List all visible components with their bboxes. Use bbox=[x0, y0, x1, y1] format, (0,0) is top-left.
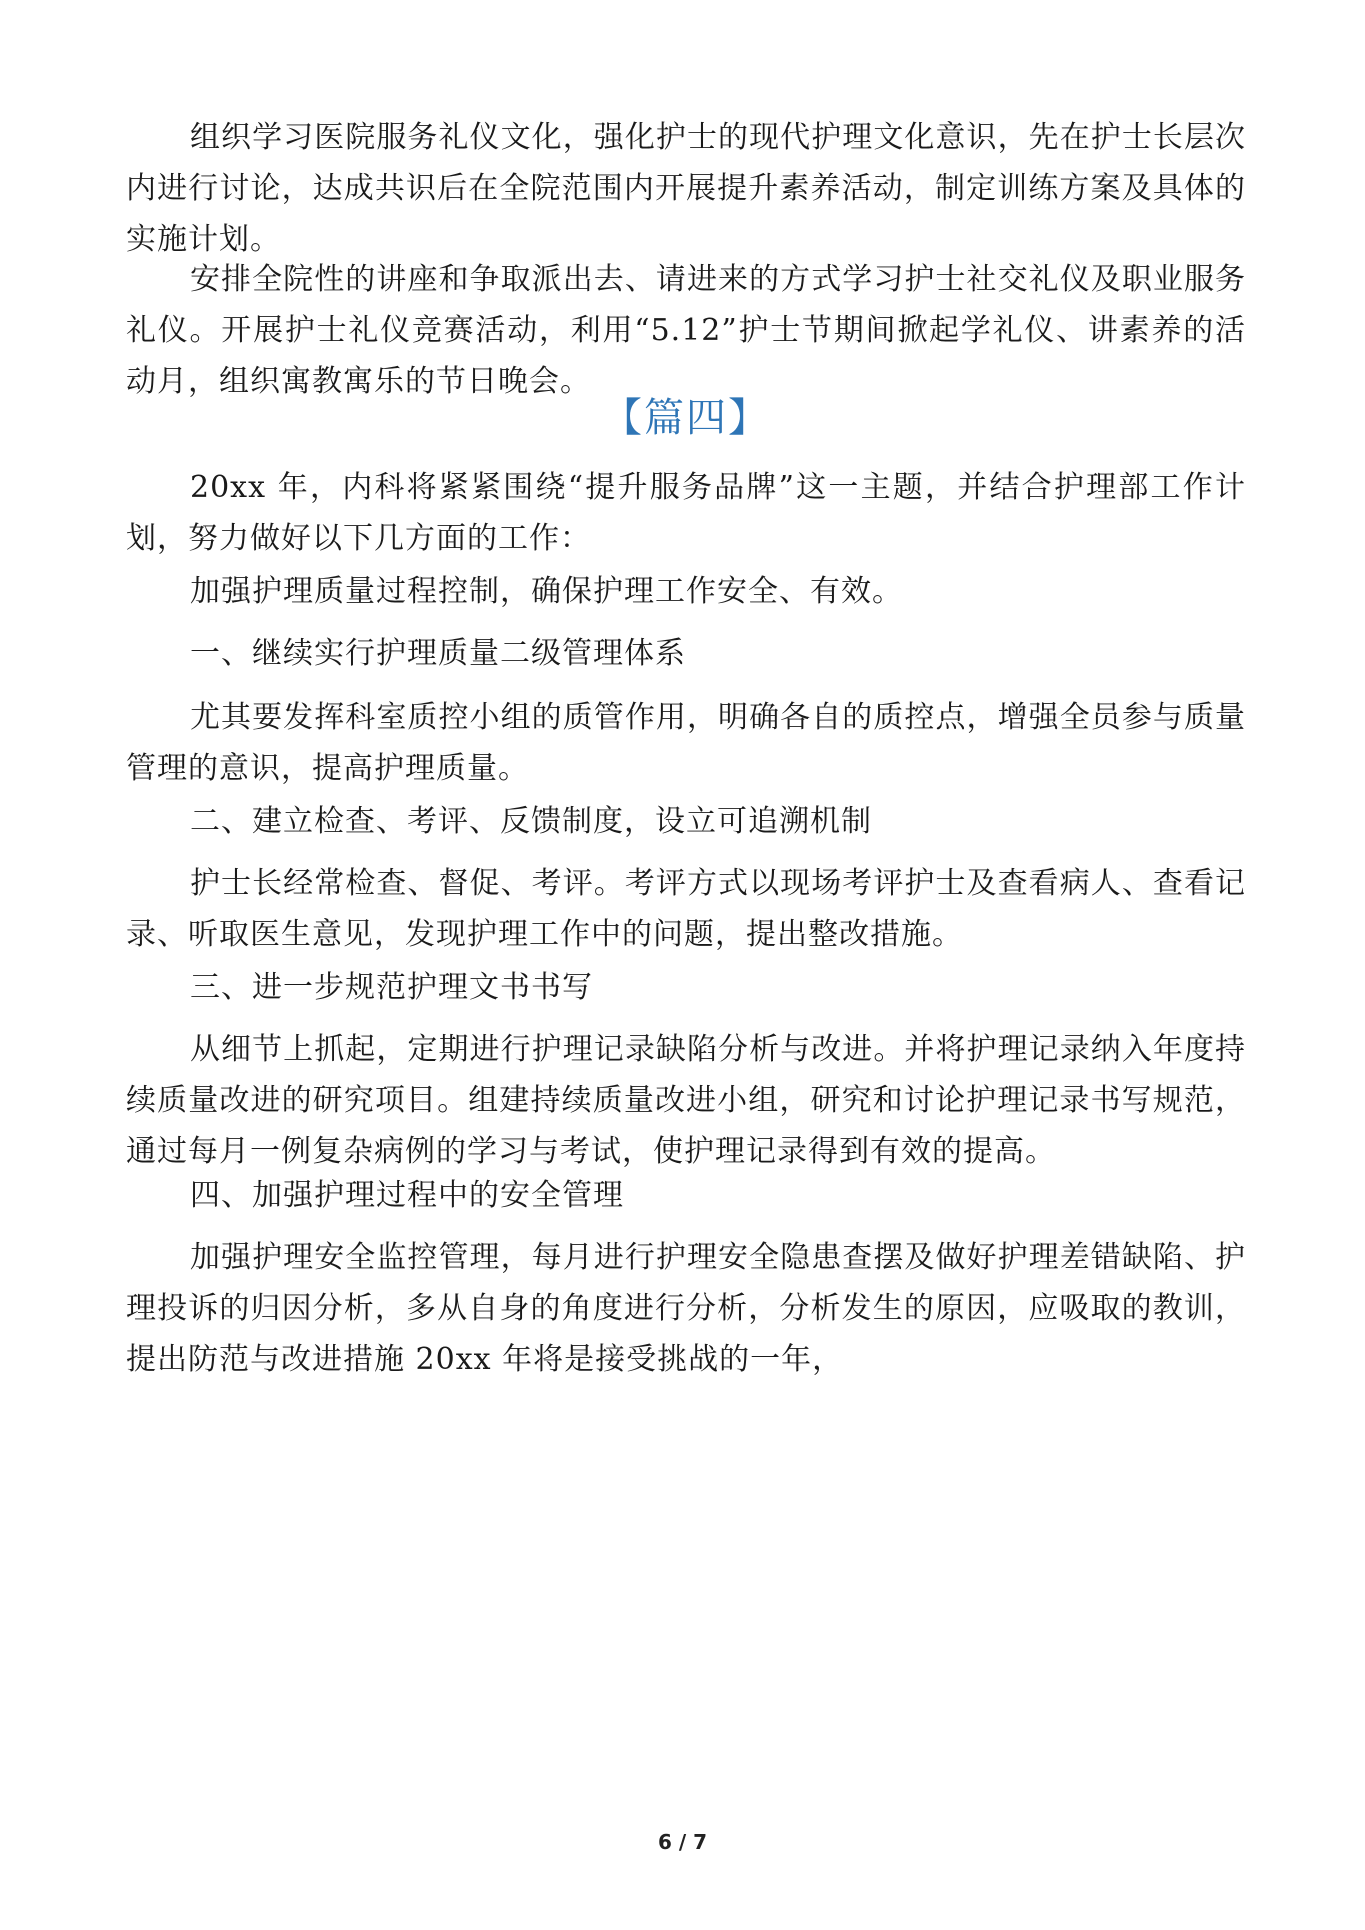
list-heading-two: 二、建立检查、考评、反馈制度，设立可追溯机制 bbox=[190, 804, 872, 839]
list-heading-three: 三、进一步规范护理文书书写 bbox=[190, 970, 593, 1005]
section-heading: 【篇四】 bbox=[602, 395, 770, 441]
list-heading-one: 一、继续实行护理质量二级管理体系 bbox=[190, 636, 686, 671]
paragraph-one-body: 尤其要发挥科室质控小组的质管作用，明确各自的质控点，增强全员参与质量管理的意识，提高护理质量。 bbox=[126, 700, 1246, 786]
paragraph-etiquette-study: 组织学习医院服务礼仪文化，强化护士的现代护理文化意识，先在护士长层次内进行讨论，达成共识后在全院范围内开展提升素养活动，制定训练方案及具体的实施计划。 bbox=[126, 120, 1246, 257]
paragraph-three-body: 从细节上抓起，定期进行护理记录缺陷分析与改进。并将护理记录纳入年度持续质量改进的研究项目。组建持续质量改进小组，研究和讨论护理记录书写规范，通过每月一例复杂病例的学习与考试，使护理记录得到有效的提高。 bbox=[126, 1032, 1246, 1169]
paragraph-four-body: 加强护理安全监控管理，每月进行护理安全隐患查摆及做好护理差错缺陷、护理投诉的归因分析，多从自身的角度进行分析，分析发生的原因，应吸取的教训，提出防范与改进措施 20xx 年将是接受挑战的一年， bbox=[126, 1240, 1246, 1377]
page-number: 6 / 7 bbox=[657, 1830, 708, 1854]
paragraph-etiquette-lectures: 安排全院性的讲座和争取派出去、请进来的方式学习护士社交礼仪及职业服务礼仪。开展护士礼仪竞赛活动，利用“5.12”护士节期间掀起学礼仪、讲素养的活动月，组织寓教寓乐的节日晚会。 bbox=[126, 262, 1246, 399]
list-heading-four: 四、加强护理过程中的安全管理 bbox=[190, 1178, 624, 1213]
paragraph-quality-control: 加强护理质量过程控制，确保护理工作安全、有效。 bbox=[190, 574, 903, 609]
paragraph-two-body: 护士长经常检查、督促、考评。考评方式以现场考评护士及查看病人、查看记录、听取医生意见，发现护理工作中的问题，提出整改措施。 bbox=[126, 866, 1246, 952]
paragraph-intro: 20xx 年，内科将紧紧围绕“提升服务品牌”这一主题，并结合护理部工作计划，努力做好以下几方面的工作： bbox=[126, 470, 1246, 556]
